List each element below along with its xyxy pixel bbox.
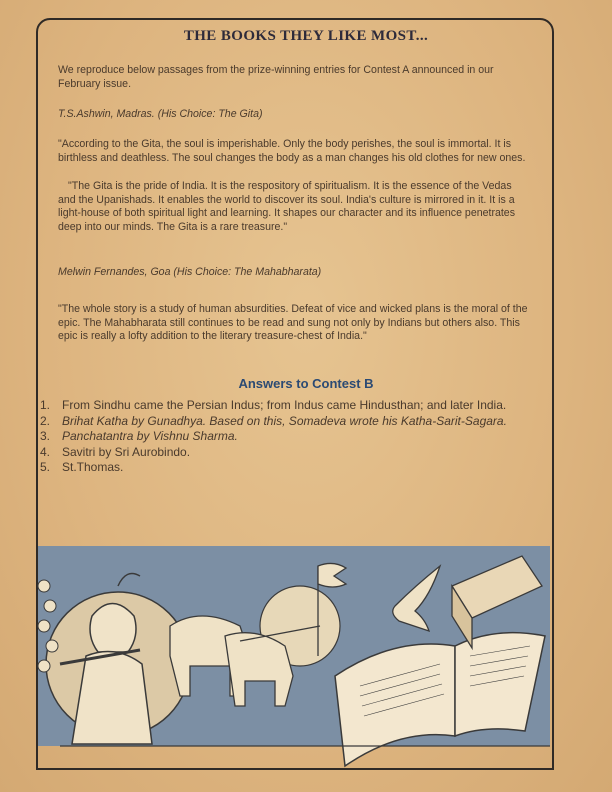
entry1-byline: T.S.Ashwin, Madras. (His Choice: The Gita) bbox=[58, 108, 263, 120]
entry1-paragraph-2: "The Gita is the pride of India. It is the respository of spiritualism. It is the essence of the Vedas and the Upanishads. It enables the world to discover its soul. India's culture is mirrored in it. It is a light-house of both spiritual light and learning. It shapes our character and its influence penetrates deep into our minds. The Gita is a rare treasure." bbox=[58, 180, 515, 233]
answers-list bbox=[40, 398, 536, 476]
answer-item: 1. From Sindhu came the Persian Indus; from Indus came Hindusthan; and later India. bbox=[40, 398, 507, 412]
entry2-byline: Melwin Fernandes, Goa (His Choice: The Mahabharata) bbox=[58, 266, 322, 278]
entry1-paragraph-1: "According to the Gita, the soul is imperishable. Only the body perishes, the soul is immortal. It is birthless and deathless. The soul changes the body as a man changes his old clothes for new ones. bbox=[58, 138, 526, 164]
answer-item: 4. Savitri by Sri Aurobindo. bbox=[40, 444, 191, 459]
answers-heading: Answers to Contest B bbox=[238, 376, 374, 391]
intro-text: We reproduce below passages from the prize-winning entries for Contest A announced in our February issue. bbox=[58, 64, 494, 90]
answer-item: 5. St.Thomas. bbox=[40, 460, 124, 475]
answer-item: 2. Brihat Katha by Gunadhya. Based on this, Somadeva wrote his Katha-Sarit-Sagara. bbox=[40, 413, 507, 428]
entry2-paragraph: "The whole story is a study of human absurdities. Defeat of vice and wicked plans is the moral of the epic. The Mahabharata still continues to be read and sung not only by Indians but others also. This epic is really a lofty addition to the literary treasure-chest of India." bbox=[58, 303, 528, 343]
answer-item: 3. Panchatantra by Vishnu Sharma. bbox=[40, 429, 238, 444]
page-title: THE BOOKS THEY LIKE MOST... bbox=[183, 28, 429, 44]
illustration-panel bbox=[0, 546, 612, 792]
